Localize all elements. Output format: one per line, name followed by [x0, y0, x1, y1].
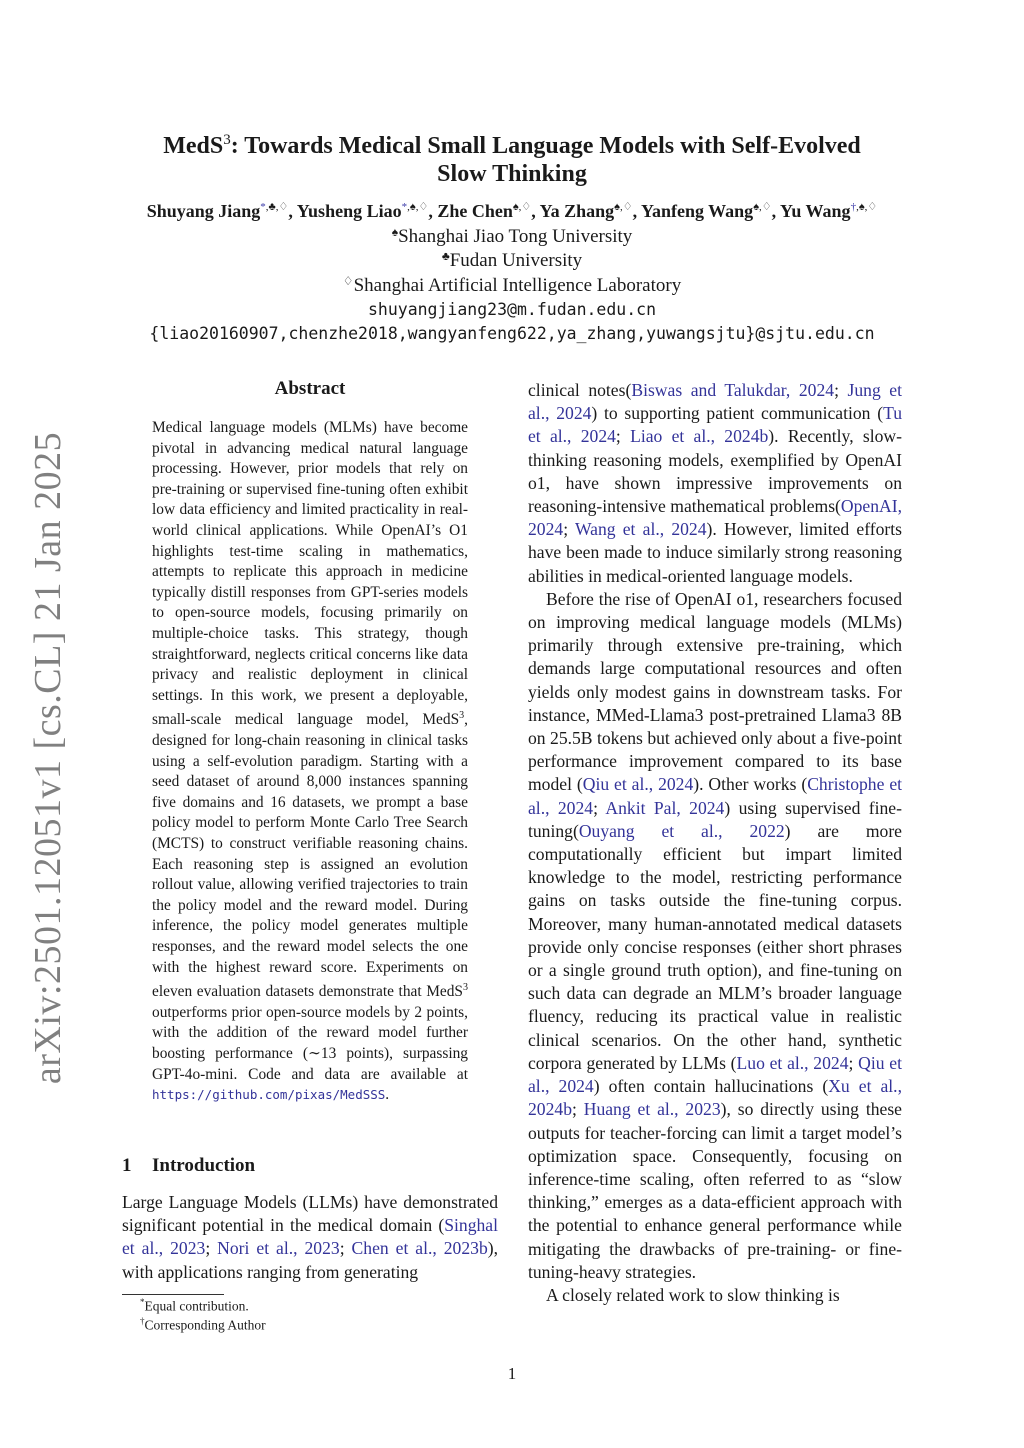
body-text: ) using supervised fine-tuning(	[528, 797, 902, 841]
email-line: shuyangjiang23@m.fudan.edu.cn	[367, 300, 657, 319]
abstract-text: outperforms prior open-source models by 2 points, with the addition of the reward model further boosting performance (∼13 points), surpassing GPT-4o-mini. Code and data are available at	[152, 1003, 468, 1083]
abstract-text: Medical language models (MLMs) have become pivotal in advancing medical natural language processing. However, prior models that rely on pre-training or supervised fine-tuning often exhibit low data efficiency and limited practicality in real-world clinical applications. While OpenAI’s O1 highlights test-time scaling in mathematics, attempts to replicate this approach in medicine typically distill responses from GPT-series models to open-source models, focusing primarily on multiple-choice tasks. This strategy, though straightforward, neglects critical concerns like data privacy and realistic deployment in clinical settings. In this work, we present a deployable, small-scale medical language model, MedS	[152, 419, 468, 729]
body-text: ;	[339, 1238, 352, 1259]
footnote	[140, 1316, 266, 1334]
citation-link[interactable]: Liao et al., 2024b	[630, 426, 769, 447]
affiliation	[100, 274, 924, 297]
abstract-superscript: 3	[459, 710, 465, 722]
affiliation-text: Shanghai Artificial Intelligence Laboratory	[353, 275, 682, 296]
arxiv-identifier: arXiv:2501.12051v1 [cs.CL] 21 Jan 2025	[27, 431, 70, 1085]
citation-link[interactable]: Qiu et al., 2024	[528, 1052, 902, 1097]
affiliation-text: Fudan University	[449, 250, 583, 271]
citation-link[interactable]: Jung et al., 2024	[528, 380, 902, 424]
body-text: ). Recently, slow-thinking reasoning models, exemplified by OpenAI o1, have shown impressive improvements on reasoning-intensive mathematical problems(	[528, 426, 902, 517]
body-text: ) often contain hallucinations (	[593, 1076, 829, 1097]
citation-link[interactable]: Luo et al., 2024	[736, 1052, 849, 1073]
author-marks: ,♣,♢	[265, 201, 289, 213]
body-text: ), with applications ranging from generating	[122, 1238, 499, 1282]
title-line-2: Slow Thinking	[437, 161, 587, 187]
citation-link[interactable]: Christophe et al., 2024	[528, 774, 903, 818]
code-link[interactable]: https://github.com/pixas/MedSSS	[152, 1087, 386, 1103]
citation-link[interactable]: Biswas and Talukdar, 2024	[631, 380, 835, 400]
body-text: ) are more computationally efficient but impart limited knowledge to the model, restricting performance gains on tasks outside the fine-tuning corpus. Moreover, many human-annotated medical datasets provide only concise responses (either short phrases or a single ground truth option), and fine-tuning on such data can degrade an MLM’s broader language fluency, reducing its practical value in realistic clinical scenarios. On the other hand, synthetic corpora generated by LLMs (	[528, 820, 902, 1073]
author-marks: ,♠,♢	[407, 201, 429, 213]
body-text: ) to supporting patient communication (	[591, 403, 884, 424]
citation-link[interactable]: Singhal et al., 2023	[122, 1215, 498, 1259]
author-list: Shuyang Jiang*,♣,♢, Yusheng Liao*,♠,♢, Zhe Chen♠,♢, Ya Zhang♠,♢, Yanfeng Wang♠,♢, Yu Wang†,♠,♢	[146, 201, 878, 221]
paragraph: A closely related work to slow thinking is	[546, 1284, 840, 1305]
body-text: Large Language Models (LLMs) have demonstrated significant potential in the medical domain (	[122, 1192, 498, 1236]
affiliation	[100, 225, 924, 248]
author-marks: ♠,♢	[753, 201, 772, 213]
body-text: ;	[834, 380, 848, 400]
author-name: Yanfeng Wang	[640, 201, 754, 221]
title-prefix: MedS	[163, 133, 224, 159]
body-text: Before the rise of OpenAI o1, researchers focused on improving medical language models (MLMs) primarily through extensive pre-training, which demands large computational resources and often yields only modest gains in downstream tasks. For instance, MMed-Llama3 post-pretrained Llama3 8B on 25.5B tokens but achieved only about a five-point performance improvement compared to its base model (	[528, 588, 902, 795]
author-name: Yu Wang	[780, 201, 851, 221]
author-star[interactable]: *	[260, 201, 266, 213]
citation-link[interactable]: Tu et al., 2024	[528, 403, 902, 447]
intro-paragraph	[122, 1191, 498, 1284]
body-text: ), so directly using these outputs for teacher-forcing can limit a target model’s optimization space. Consequently, focusing on inference-time scaling, often referred to as “slow thinking,” emerges as a data-efficient approach with the potential to enhance general performance while mitigating the drawbacks of pre-training- or fine-tuning-heavy strategies.	[528, 1099, 902, 1282]
right-column	[528, 379, 902, 1307]
author-name: Yusheng Liao	[296, 201, 402, 221]
title-line-1	[100, 126, 924, 160]
author-name: Shuyang Jiang	[146, 201, 261, 221]
citation-link[interactable]: OpenAI, 2024	[528, 496, 902, 540]
footnote-divider	[122, 1294, 224, 1295]
footnote	[140, 1297, 249, 1315]
citation-link[interactable]: Chen et al., 2023b	[351, 1238, 488, 1259]
body-text: ;	[205, 1238, 218, 1259]
citation-link[interactable]: Ouyang et al., 2022	[578, 820, 785, 841]
body-text: clinical notes(	[528, 380, 632, 400]
spade-icon: ♠	[391, 225, 399, 239]
title-rest: : Towards Medical Small Language Models with Self-Evolved	[230, 133, 861, 159]
footnote-mark: *	[140, 1297, 145, 1307]
paragraph	[528, 379, 902, 588]
author-marks: ,♠,♢	[856, 201, 878, 213]
email-line: {liao20160907,chenzhe2018,wangyanfeng622,ya_zhang,yuwangsjtu}@sjtu.edu.cn	[149, 324, 875, 343]
abstract-heading: Abstract	[274, 378, 346, 399]
paragraph	[528, 588, 902, 1284]
citation-link[interactable]: Wang et al., 2024	[574, 519, 707, 540]
author-marks: ♠,♢	[614, 201, 633, 213]
citation-link[interactable]: Nori et al., 2023	[217, 1238, 340, 1259]
footnote-text: Corresponding Author	[144, 1317, 266, 1333]
body-text: ;	[848, 1052, 859, 1073]
citation-link[interactable]: Ankit Pal, 2024	[605, 797, 725, 818]
citation-link[interactable]: Huang et al., 2023	[583, 1099, 721, 1120]
section-title: Introduction	[152, 1155, 256, 1176]
author-name: Ya Zhang	[539, 201, 615, 221]
footnote-text: Equal contribution.	[144, 1298, 249, 1314]
affiliation-text: Shanghai Jiao Tong University	[398, 226, 633, 247]
abstract-text: , designed for long-chain reasoning in clinical tasks using a self-evolution paradigm. Starting with a seed dataset of around 8,000 instances spanning five domains and 16 datasets, we prompt a base policy model to perform Monte Carlo Tree Search (MCTS) to construct verifiable reasoning chains. Each reasoning step is assigned an evolution rollout value, allowing verified trajectories to train the policy model and the reward model. During inference, the policy model generates multiple responses, and the reward model selects the one with the highest reward score. Experiments on eleven evaluation datasets demonstrate that MedS	[152, 711, 468, 1001]
abstract-superscript: 3	[463, 982, 468, 994]
body-text: ;	[571, 1099, 584, 1120]
affiliation	[100, 249, 924, 272]
author-marks: ♠,♢	[512, 201, 532, 213]
author-star[interactable]: †	[850, 201, 857, 213]
citation-link[interactable]: Qiu et al., 2024	[582, 774, 694, 795]
section-heading	[122, 1155, 255, 1177]
body-text: ). However, limited efforts have been made to induce similarly strong reasoning abilities in medical-oriented language models.	[528, 519, 902, 586]
footnote-mark: †	[140, 1316, 145, 1326]
citation-link[interactable]: Xu et al., 2024b	[528, 1076, 902, 1120]
page-number: 1	[507, 1364, 517, 1383]
diamond-icon: ♢	[342, 274, 354, 288]
body-text: ;	[593, 797, 606, 818]
body-text: ). Other works (	[693, 774, 808, 795]
arxiv-stamp	[18, 431, 78, 1085]
body-text: ;	[615, 426, 631, 447]
club-icon: ♣	[441, 249, 450, 263]
section-number: 1	[122, 1155, 132, 1176]
author-name: Zhe Chen	[437, 201, 513, 221]
paper-title	[100, 126, 924, 188]
abstract-text: .	[385, 1086, 390, 1104]
author-star[interactable]: *	[401, 201, 408, 213]
body-text: ;	[563, 519, 575, 540]
title-superscript: 3	[223, 132, 231, 148]
abstract-body	[152, 418, 468, 1106]
